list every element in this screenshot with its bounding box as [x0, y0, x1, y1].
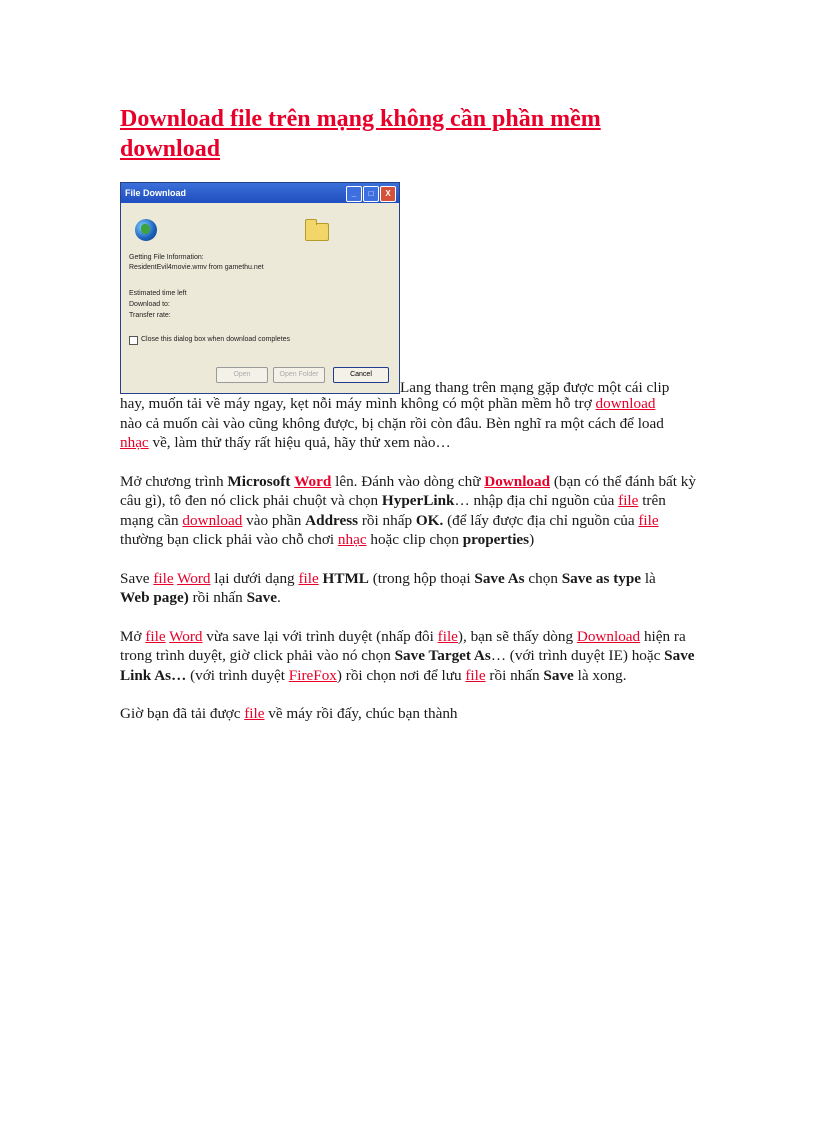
file-link[interactable]: file — [298, 569, 319, 587]
text: rồi nhấn — [485, 666, 544, 684]
dialog-title: File Download — [125, 188, 187, 198]
bold-text: Save as type — [561, 569, 642, 587]
bold-text: Microsoft — [227, 472, 291, 490]
text: … (với trình duyệt IE) hoặc — [490, 647, 665, 664]
paragraph-2 — [120, 472, 696, 550]
bold-text: OK. — [415, 511, 444, 529]
text: Mở — [120, 627, 146, 645]
checkbox-label: Close this dialog box when download completes — [141, 336, 291, 343]
bold-text: HyperLink — [381, 492, 455, 509]
text: ), bạn sẽ thấy dòng — [457, 627, 577, 645]
text: lại dưới dạng — [210, 569, 299, 587]
text: ) — [529, 531, 535, 548]
word-link[interactable]: Word — [177, 569, 211, 587]
text: nào cả muốn cài vào cũng không được, bị chặn rồi còn đâu. Bèn nghĩ ra một cách để load — [120, 414, 664, 432]
file-link[interactable]: file — [618, 492, 639, 509]
text: … nhập địa chỉ nguồn của — [454, 492, 619, 509]
text: trên mạng cần — [120, 492, 666, 529]
text: là xong. — [573, 666, 627, 684]
text: về, làm thử thấy rất hiệu quả, hãy thử xem nào… — [148, 434, 451, 451]
text: hay, muốn tải về máy ngay, kẹt nỗi máy mình không có một phần mềm hỗ trợ — [120, 395, 596, 412]
dialog-info-label: Getting File Information: — [129, 254, 204, 261]
close-icon: X — [380, 186, 396, 202]
dialog-titlebar — [121, 183, 399, 203]
text: chọn — [524, 569, 562, 587]
text: rồi nhấn — [188, 589, 247, 606]
dialog-transfer-rate: Transfer rate: — [129, 312, 171, 319]
paragraph-1 — [120, 394, 696, 453]
firefox-link[interactable]: FireFox — [288, 666, 337, 684]
text: (để lấy được địa chỉ nguồn của — [443, 511, 639, 529]
document-page — [120, 104, 696, 724]
bold-text: Web page) — [120, 589, 189, 606]
dialog-download-to: Download to: — [129, 301, 170, 308]
text: lên. Đánh vào dòng chữ — [331, 472, 485, 490]
text: ) rồi chọn nơi để lưu — [336, 666, 466, 684]
open-folder-button-image: Open Folder — [273, 367, 325, 383]
close-on-complete-checkbox — [129, 336, 138, 345]
paragraph-5 — [120, 704, 696, 724]
dialog-time-left: Estimated time left — [129, 290, 187, 297]
download-link[interactable]: Download — [576, 627, 641, 645]
dialog-screenshot-wrapper — [120, 182, 670, 396]
file-download-dialog-image — [120, 182, 400, 394]
text: . — [276, 589, 281, 606]
paragraph-1-inline-start: Lang thang trên mạng gặp được một cái clip — [400, 378, 670, 396]
text: Mở chương trình — [120, 472, 228, 490]
file-link[interactable]: file — [465, 666, 486, 684]
nhac-link[interactable]: nhạc — [337, 531, 367, 548]
maximize-icon: □ — [363, 186, 379, 202]
nhac-link[interactable]: nhạc — [120, 434, 149, 451]
text: vào phần — [242, 511, 306, 529]
text: thường bạn click phải vào chỗ chơi — [120, 531, 338, 548]
folder-icon — [305, 223, 329, 241]
word-link[interactable]: Word — [294, 472, 332, 490]
bold-text: Save — [543, 666, 574, 684]
download-link[interactable]: download — [182, 511, 243, 529]
bold-text: Save Link As… — [120, 647, 695, 684]
cancel-button-image: Cancel — [333, 367, 389, 383]
bold-text: properties — [462, 531, 530, 548]
download-link[interactable]: Download — [484, 472, 551, 490]
text: vừa save lại với trình duyệt (nhấp đôi — [202, 627, 438, 645]
bold-text: Save — [246, 589, 277, 606]
text: là — [641, 569, 656, 587]
bold-text: Save Target As — [394, 647, 491, 664]
text: (trong hộp thoại — [368, 569, 475, 587]
dialog-file-name: ResidentEvil4movie.wmv from gamethu.net — [129, 264, 264, 271]
text: hiện ra trong trình duyệt, giờ click phải vào nó chọn — [120, 627, 686, 664]
bold-text: Save As — [474, 569, 525, 587]
text: Save — [120, 569, 154, 587]
minimize-icon: _ — [346, 186, 362, 202]
open-button-image: Open — [216, 367, 268, 383]
text: về máy rồi đấy, chúc bạn thành — [264, 705, 458, 722]
file-link[interactable]: file — [153, 569, 174, 587]
paragraph-3 — [120, 569, 696, 608]
file-link[interactable]: file — [638, 511, 659, 529]
bold-text: Address — [305, 511, 359, 529]
download-link[interactable]: download — [595, 395, 656, 412]
file-link[interactable]: file — [244, 705, 265, 722]
paragraph-4 — [120, 627, 696, 686]
file-link[interactable]: file — [437, 627, 458, 645]
text: hoặc clip chọn — [366, 531, 463, 548]
word-link[interactable]: Word — [169, 627, 203, 645]
bold-text: HTML — [322, 569, 369, 587]
text: (bạn có thể đánh bất kỳ câu gì), tô đen nó click phải chuột và chọn — [120, 472, 696, 509]
text: (với trình duyệt — [186, 666, 289, 684]
page-title[interactable]: Download file trên mạng không cần phần mềm download — [120, 106, 601, 162]
file-link[interactable]: file — [145, 627, 166, 645]
text: Giờ bạn đã tải được — [120, 705, 245, 722]
text: rồi nhấp — [358, 511, 416, 529]
globe-icon — [135, 219, 157, 241]
